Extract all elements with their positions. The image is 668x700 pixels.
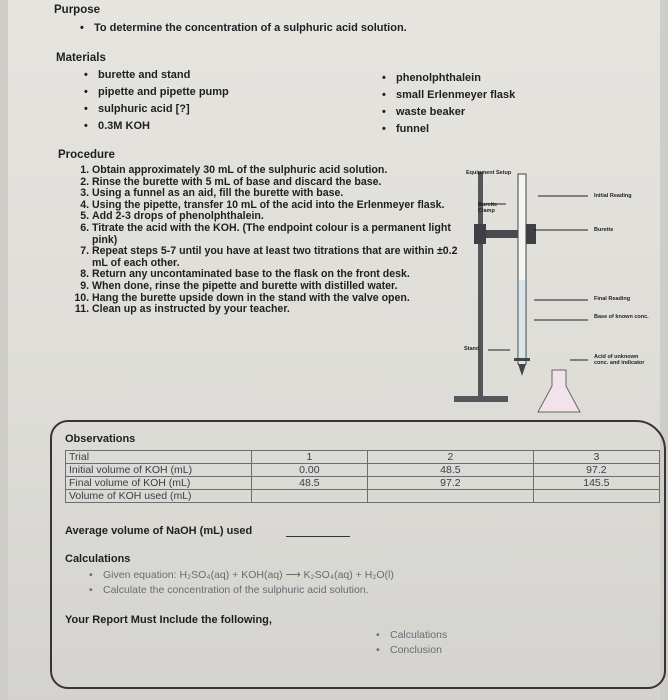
calculation-item: • Calculate the concentration of the sulphuric acid solution.	[103, 584, 369, 596]
report-item: • Conclusion	[390, 644, 442, 656]
table-cell: Volume of KOH used (mL)	[66, 490, 252, 503]
calculations-heading: Calculations	[65, 553, 131, 565]
table-cell: 0.00	[251, 464, 367, 477]
table-cell: Final volume of KOH (mL)	[66, 477, 252, 490]
table-cell	[251, 490, 367, 503]
table-cell: 97.2	[367, 477, 533, 490]
table-cell	[533, 490, 659, 503]
observations-table	[65, 450, 660, 503]
acid-label: Acid of unknown conc. and indicator	[594, 354, 645, 366]
table-cell: 97.2	[533, 464, 659, 477]
table-cell: 48.5	[367, 464, 533, 477]
table-cell: 2	[367, 451, 533, 464]
worksheet-page	[8, 0, 660, 700]
procedure-step: 3. Using a funnel as an aid, fill the burette with base.	[92, 188, 462, 200]
table-row	[66, 490, 660, 503]
purpose-heading: Purpose	[54, 4, 101, 16]
table-cell: Initial volume of KOH (mL)	[66, 464, 252, 477]
table-cell: 3	[533, 451, 659, 464]
procedure-step: 5. Add 2-3 drops of phenolphthalein.	[92, 211, 462, 223]
stand-base	[454, 396, 508, 402]
procedure-step: 11. Clean up as instructed by your teacher.	[92, 304, 462, 316]
material-item: • funnel	[396, 123, 429, 135]
purpose-text: • To determine the concentration of a sulphuric acid solution.	[94, 22, 407, 34]
burette-clamp-label: Burette Clamp	[478, 202, 498, 214]
material-item: • pipette and pipette pump	[98, 86, 229, 98]
material-item: • sulphuric acid [?]	[98, 103, 190, 115]
burette-valve	[514, 358, 530, 361]
procedure-heading: Procedure	[58, 149, 115, 161]
table-cell: Trial	[66, 451, 252, 464]
material-item: • 0.3M KOH	[98, 120, 150, 132]
report-heading: Your Report Must Include the following,	[65, 614, 272, 626]
procedure-step: 8. Return any uncontaminated base to the flask on the front desk.	[92, 269, 462, 281]
procedure-step: 4. Using the pipette, transfer 10 mL of the acid into the Erlenmeyer flask.	[92, 200, 462, 212]
procedure-list	[74, 165, 462, 316]
burette-label: Burette	[594, 227, 614, 233]
base-label: Base of known conc.	[594, 314, 649, 320]
stand-label: Stand	[464, 346, 480, 352]
erlenmeyer-flask	[538, 370, 580, 412]
table-cell: 48.5	[251, 477, 367, 490]
calculation-item: • Given equation: H₂SO₄(aq) + KOH(aq) ⟶ K₂SO₄(aq) + H₂O(l)	[103, 569, 394, 581]
table-cell: 1	[251, 451, 367, 464]
material-item: • waste beaker	[396, 106, 465, 118]
final-reading-label: Final Reading	[594, 296, 631, 302]
procedure-step: 2. Rinse the burette with 5 mL of base and discard the base.	[92, 177, 462, 189]
materials-heading: Materials	[56, 52, 106, 64]
procedure-step: 1. Obtain approximately 30 mL of the sulphuric acid solution.	[92, 165, 462, 177]
material-item: • burette and stand	[98, 69, 190, 81]
material-item: • phenolphthalein	[396, 72, 481, 84]
table-row	[66, 477, 660, 490]
table-row	[66, 464, 660, 477]
procedure-step: 9. When done, rinse the pipette and burette with distilled water.	[92, 281, 462, 293]
procedure-step: 6. Titrate the acid with the KOH. (The endpoint colour is a permanent light pink)	[92, 223, 462, 246]
observations-heading: Observations	[65, 433, 136, 445]
initial-reading-label: Initial Reading	[594, 193, 632, 199]
procedure-step: 7. Repeat steps 5-7 until you have at least two titrations that are within ±0.2 mL of each other.	[92, 246, 462, 269]
table-cell: 145.5	[533, 477, 659, 490]
table-row	[66, 451, 660, 464]
material-item: • small Erlenmeyer flask	[396, 89, 515, 101]
equipment-setup-label: Equipment Setup	[466, 170, 512, 176]
report-item: • Calculations	[390, 629, 447, 641]
procedure-step: 10. Hang the burette upside down in the stand with the valve open.	[92, 293, 462, 305]
average-volume-label: Average volume of NaOH (mL) used	[65, 525, 253, 537]
average-volume-blank	[286, 536, 350, 537]
table-cell	[367, 490, 533, 503]
